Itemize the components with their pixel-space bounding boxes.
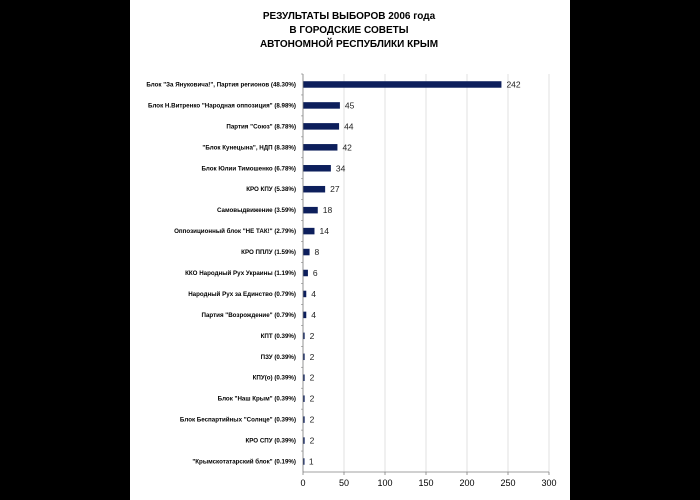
bar (303, 123, 339, 130)
category-label: Блок Юлии Тимошенко (6.78%) (201, 165, 296, 173)
chart-title-line: В ГОРОДСКИЕ СОВЕТЫ (289, 25, 409, 36)
bar (303, 249, 310, 256)
chart-title-line: РЕЗУЛЬТАТЫ ВЫБОРОВ 2006 года (262, 11, 436, 22)
data-label: 44 (344, 121, 354, 132)
bar (303, 102, 340, 109)
chart-sheet (130, 0, 570, 500)
x-tick-label: 250 (500, 478, 516, 488)
bar (303, 186, 325, 193)
category-label: КПТ (0.39%) (260, 332, 296, 340)
bar (303, 144, 337, 151)
data-labels (309, 79, 521, 466)
category-label: Оппозиционный блок "НЕ ТАК!" (2.79%) (174, 228, 296, 236)
x-tick-label: 0 (300, 478, 306, 488)
category-label: ПЗУ (0.39%) (260, 353, 296, 361)
category-label: Партия "Союз" (8.78%) (226, 123, 296, 131)
x-tick-label: 300 (541, 478, 557, 488)
data-label: 242 (506, 79, 521, 90)
x-tick-label: 200 (459, 478, 475, 488)
data-label: 2 (309, 372, 315, 383)
data-label: 18 (322, 205, 333, 216)
category-label: Народный Рух за Единство (0.79%) (188, 290, 296, 298)
data-label: 4 (311, 288, 317, 299)
category-label: Блок Беспартийных "Солнце" (0.39%) (179, 416, 296, 424)
x-tick-label: 50 (338, 478, 350, 488)
data-label: 1 (308, 456, 314, 467)
chart-title-line: АВТОНОМНОЙ РЕСПУБЛИКИ КРЫМ (259, 39, 439, 50)
data-label: 2 (309, 351, 315, 362)
category-label: "Блок Кунецына", НДП (8.38%) (202, 144, 296, 152)
data-label: 42 (342, 142, 352, 153)
data-label: 27 (330, 184, 340, 195)
category-label: КРО СПУ (0.39%) (245, 437, 296, 445)
x-axis (300, 74, 556, 488)
data-label: 4 (311, 309, 317, 320)
data-label: 45 (344, 100, 355, 111)
chart-canvas (130, 0, 570, 500)
category-label: ККО Народный Рух Украины (1.19%) (185, 270, 296, 277)
category-labels (146, 81, 296, 465)
x-tick-label: 150 (418, 478, 434, 488)
category-label: Блок "Наш Крым" (0.39%) (217, 395, 296, 403)
bars (303, 81, 501, 465)
data-label: 6 (312, 268, 318, 278)
category-label: Самовыдвижение (3.59%) (217, 207, 296, 215)
bar (303, 312, 306, 319)
data-label: 34 (335, 163, 346, 174)
bar (303, 81, 501, 88)
data-label: 8 (314, 247, 320, 258)
category-label: КРО ППЛУ (1.59%) (241, 249, 296, 257)
category-label: Блок Н.Витренко "Народная оппозиция" (8.98%) (148, 102, 296, 110)
category-label: Блок "За Януковича!", Партия регионов (48.30%) (146, 81, 296, 89)
data-label: 2 (309, 393, 315, 404)
data-label: 14 (319, 226, 329, 237)
category-label: "Крымскотатарский блок" (0.19%) (192, 458, 296, 466)
bar (303, 207, 318, 214)
bar (303, 165, 331, 172)
chart-title (260, 11, 438, 50)
bar (303, 228, 314, 235)
data-label: 2 (309, 435, 315, 446)
category-label: КПУ(о) (0.39%) (252, 374, 296, 382)
data-label: 2 (309, 414, 315, 425)
data-label: 2 (309, 330, 315, 341)
x-tick-label: 100 (377, 478, 393, 488)
bar (303, 291, 306, 298)
bar (303, 270, 308, 277)
category-label: Партия "Возрождение" (0.79%) (201, 311, 296, 319)
gridlines (303, 74, 549, 472)
category-label: КРО КПУ (5.38%) (246, 186, 296, 194)
